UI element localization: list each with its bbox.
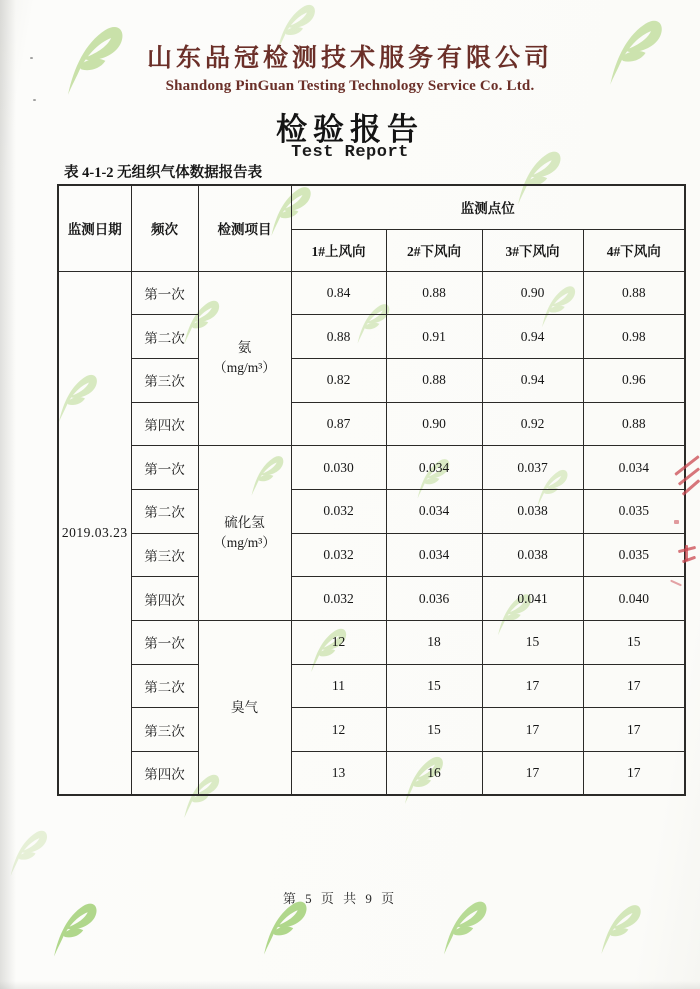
header-date: 监测日期 [58,185,131,271]
value-cell: 0.88 [386,271,482,315]
value-cell: 0.035 [583,533,685,577]
value-cell: 0.032 [291,533,386,577]
value-cell: 0.037 [482,446,583,490]
freq-cell: 第三次 [131,533,198,577]
pinguan-leaf-logo-watermark [592,900,644,957]
item-unit: （mg/m³） [213,360,276,376]
table-row [58,708,685,752]
freq-cell: 第四次 [131,402,198,446]
table-row [58,664,685,708]
scan-edge-shadow [0,0,16,989]
value-cell: 0.040 [583,577,685,621]
value-cell: 16 [386,752,482,796]
value-cell: 0.94 [482,358,583,402]
value-cell: 0.88 [583,402,685,446]
freq-cell: 第三次 [131,708,198,752]
freq-cell: 第一次 [131,271,198,315]
value-cell: 0.88 [291,315,386,359]
pinguan-leaf-logo-watermark [44,898,100,960]
value-cell: 18 [386,621,482,665]
red-stamp-fragment [660,452,700,602]
value-cell: 0.038 [482,489,583,533]
freq-cell: 第三次 [131,358,198,402]
table-row [58,533,685,577]
value-cell: 17 [482,752,583,796]
company-name-cn: 山东品冠检测技术服务有限公司 [146,45,553,72]
table-row [58,402,685,446]
table-row [58,446,685,490]
table-row [58,358,685,402]
report-title-cn: 检验报告 [276,112,424,147]
header-point-3: 3#下风向 [482,229,583,271]
value-cell: 12 [291,621,386,665]
item-name: 硫化氢 [224,514,265,530]
value-cell: 0.90 [482,271,583,315]
freq-cell: 第二次 [131,315,198,359]
value-cell: 0.84 [291,271,386,315]
company-name-en: Shandong PinGuan Testing Technology Service Co. Ltd. [165,78,535,94]
scan-edge-shadow-bottom [0,981,700,989]
table-row [58,577,685,621]
value-cell: 17 [482,664,583,708]
value-cell: 0.90 [386,402,482,446]
value-cell: 0.96 [583,358,685,402]
table-row [58,621,685,665]
value-cell: 0.036 [386,577,482,621]
header-point-4: 4#下风向 [583,229,685,271]
table-row [58,752,685,796]
value-cell: 17 [583,664,685,708]
item-name: 臭气 [231,699,258,715]
header-points-group: 监测点位 [291,185,685,229]
value-cell: 0.98 [583,315,685,359]
value-cell: 15 [482,621,583,665]
scan-speck [33,99,36,101]
freq-cell: 第一次 [131,446,198,490]
value-cell: 17 [583,752,685,796]
item-name: 氨 [237,340,252,356]
monitoring-data-table [57,184,686,796]
value-cell: 0.87 [291,402,386,446]
value-cell: 12 [291,708,386,752]
value-cell: 0.034 [386,533,482,577]
value-cell: 0.034 [583,446,685,490]
item-cell-ammonia [198,271,291,446]
value-cell: 15 [583,621,685,665]
freq-cell: 第二次 [131,489,198,533]
page-number: 第 5 页 共 9 页 [282,891,398,906]
value-cell: 0.88 [386,358,482,402]
value-cell: 0.035 [583,489,685,533]
item-cell-hydrogen-sulfide [198,446,291,621]
value-cell: 0.032 [291,577,386,621]
value-cell: 0.91 [386,315,482,359]
value-cell: 15 [386,708,482,752]
date-cell: 2019.03.23 [58,271,131,795]
freq-cell: 第四次 [131,752,198,796]
freq-cell: 第二次 [131,664,198,708]
header-item: 检测项目 [198,185,291,271]
value-cell: 0.88 [583,271,685,315]
value-cell: 0.94 [482,315,583,359]
value-cell: 0.041 [482,577,583,621]
table-row [58,489,685,533]
item-unit: （mg/m³） [213,535,276,551]
scan-speck [30,57,33,59]
table-row [58,315,685,359]
item-cell-odor [198,621,291,796]
value-cell: 17 [583,708,685,752]
header-frequency: 频次 [131,185,198,271]
value-cell: 13 [291,752,386,796]
value-cell: 0.034 [386,446,482,490]
value-cell: 15 [386,664,482,708]
freq-cell: 第一次 [131,621,198,665]
value-cell: 0.030 [291,446,386,490]
value-cell: 17 [482,708,583,752]
header-point-2: 2#下风向 [386,229,482,271]
value-cell: 0.034 [386,489,482,533]
table-caption: 表 4-1-2 无组织气体数据报告表 [64,165,263,181]
value-cell: 0.82 [291,358,386,402]
table-row [58,271,685,315]
value-cell: 0.038 [482,533,583,577]
value-cell: 0.92 [482,402,583,446]
value-cell: 0.032 [291,489,386,533]
value-cell: 11 [291,664,386,708]
report-title-en: Test Report [291,143,409,162]
header-point-1: 1#上风向 [291,229,386,271]
freq-cell: 第四次 [131,577,198,621]
